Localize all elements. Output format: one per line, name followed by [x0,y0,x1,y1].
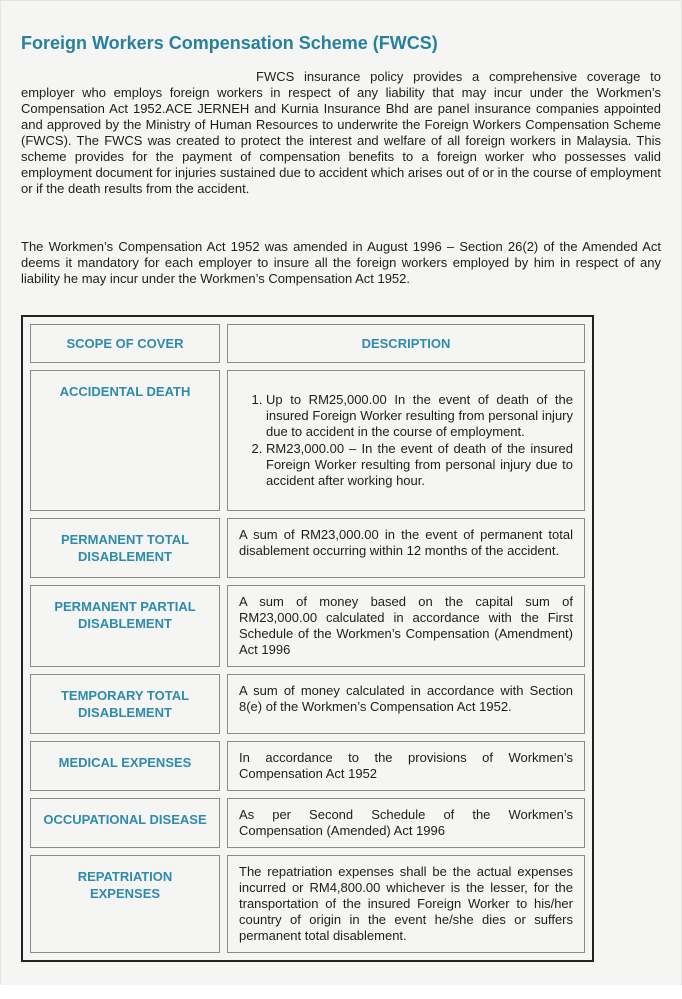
description-list-item: 2. RM23,000.00 – In the event of death of the insured Foreign Worker resulting from personal injury due to accident after working hour. [266,441,573,489]
description-cell: In accordance to the provisions of Workmen’s Compensation Act 1952 [227,741,585,791]
table-row [30,674,585,734]
scope-of-cover-cell: PERMANENT TOTAL DISABLEMENT [30,518,220,578]
table-row [30,741,585,791]
table-row [30,798,585,848]
table-row [30,855,585,953]
description-cell: The repatriation expenses shall be the actual expenses incurred or RM4,800.00 whichever is the lesser, for the transportation of the insured Foreign Worker to his/her country of origin in the event he/she dies or suffers permanent total disablement. [227,855,585,953]
description-list-item: 1. Up to RM25,000.00 In the event of death of the insured Foreign Worker resulting from personal injury due to accident in the course of employment. [266,392,573,440]
description-cell: A sum of money calculated in accordance with Section 8(e) of the Workmen’s Compensation Act 1952. [227,674,585,734]
description-column-header: DESCRIPTION [227,324,585,363]
bottom-strip [0,985,682,999]
table-row [30,518,585,578]
description-cell: A sum of money based on the capital sum of RM23,000.00 calculated in accordance with the First Schedule of the Workmen’s Compensation (Amendment) Act 1996 [227,585,585,667]
description-cell: As per Second Schedule of the Workmen’s Compensation (Amended) Act 1996 [227,798,585,848]
page-title: Foreign Workers Compensation Scheme (FWCS) [21,33,438,53]
scope-of-cover-cell: PERMANENT PARTIAL DISABLEMENT [30,585,220,667]
intro-paragraph: FWCS insurance policy provides a comprehensive coverage to employer who employs foreign workers in respect of any liability that may incur under the Workmen’s Compensation Act 1952.ACE JERNEH and Kurnia Insurance Bhd are panel insurance companies appointed and approved by the Ministry of Human Resources to underwrite the Foreign Workers Compensation Scheme (FWCS). The FWCS was created to protect the interest and welfare of all foreign workers in Malaysia. This scheme provides for the payment of compensation benefits to a foreign worker who possesses valid employment document for injuries sustained due to accident which arises out of or in the course of employment or if the death results from the accident. [21,69,661,196]
table-row [30,370,585,511]
header-row [30,324,585,363]
scope-of-cover-cell: TEMPORARY TOTAL DISABLEMENT [30,674,220,734]
coverage-table-body [30,370,585,953]
scope-of-cover-cell: REPATRIATION EXPENSES [30,855,220,953]
table-row [30,585,585,667]
scope-of-cover-cell: OCCUPATIONAL DISEASE [30,798,220,848]
scope-column-header: SCOPE OF COVER [30,324,220,363]
scope-of-cover-cell: MEDICAL EXPENSES [30,741,220,791]
description-cell: A sum of RM23,000.00 in the event of permanent total disablement occurring within 12 months of the accident. [227,518,585,578]
amendment-paragraph: The Workmen’s Compensation Act 1952 was amended in August 1996 – Section 26(2) of the Amended Act deems it mandatory for each employer to insure all the foreign workers employed by him in respect of any liability he may incur under the Workmen’s Compensation Act 1952. [21,239,661,286]
description-list [239,392,573,489]
coverage-table [21,315,594,962]
coverage-table-head [30,324,585,363]
description-cell [227,370,585,511]
scope-of-cover-cell: ACCIDENTAL DEATH [30,370,220,511]
